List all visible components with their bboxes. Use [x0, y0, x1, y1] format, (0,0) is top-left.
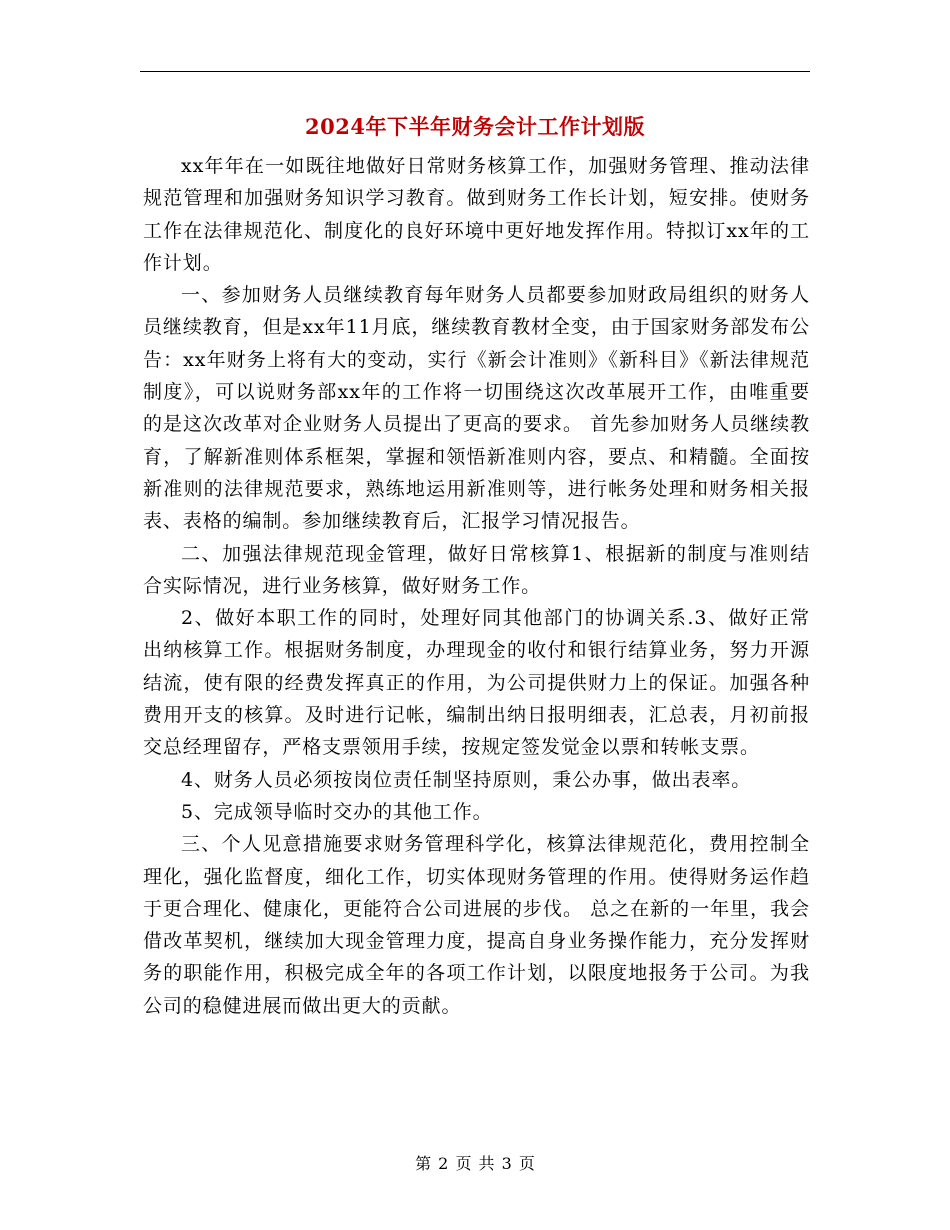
- header-rule: [140, 71, 810, 72]
- page-number: 第 2 页 共 3 页: [415, 1154, 535, 1173]
- document-body: [143, 150, 810, 1022]
- paragraph-item-2: 2、做好本职工作的同时，处理好同其他部门的协调关系.3、做好正常出纳核算工作。根据财务制度，办理现金的收付和银行结算业务，努力开源结流，使有限的经费发挥真正的作用，为公司提供财力上的保证。加强各种费用开支的核算。及时进行记帐，编制出纳日报明细表，汇总表，月初前报交总经理留存，严格支票领用手续，按规定签发觉金以票和转帐支票。: [143, 607, 810, 759]
- document-title: 2024年下半年财务会计工作计划版: [305, 114, 645, 139]
- paragraph-section-2: 二、加强法律规范现金管理，做好日常核算1、根据新的制度与准则结合实际情况，进行业务核算，做好财务工作。: [143, 542, 810, 597]
- paragraph-section-3: 三、个人见意措施要求财务管理科学化，核算法律规范化，费用控制全理化，强化监督度，细化工作，切实体现财务管理的作用。使得财务运作趋于更合理化、健康化，更能符合公司进展的步伐。 总之在新的一年里，我会借改革契机，继续加大现金管理力度，提高自身业务操作能力，充分发挥财务的职能作用，积极完成全年的各项工作计划，以限度地报务于公司。为我公司的稳健进展而做出更大的贡献。: [143, 833, 810, 1017]
- paragraph-item-4: 4、财务人员必须按岗位责任制坚持原则，秉公办事，做出表率。: [181, 768, 752, 791]
- paragraph-section-1: 一、参加财务人员继续教育每年财务人员都要参加财政局组织的财务人员继续教育，但是xx年11月底，继续教育教材全变，由于国家财务部发布公告：xx年财务上将有大的变动，实行《新会计准则》《新科目》《新法律规范制度》，可以说财务部xx年的工作将一切围绕这次改革展开工作，由唯重要的是这次改革对企业财务人员提出了更高的要求。 首先参加财务人员继续教育，了解新准则体系框架，掌握和领悟新准则内容，要点、和精髓。全面按新准则的法律规范要求，熟练地运用新准则等，进行帐务处理和财务相关报表、表格的编制。参加继续教育后，汇报学习情况报告。: [143, 284, 810, 533]
- paragraph-intro: xx年年在一如既往地做好日常财务核算工作，加强财务管理、推动法律规范管理和加强财务知识学习教育。做到财务工作长计划，短安排。使财务工作在法律规范化、制度化的良好环境中更好地发挥作用。特拟订xx年的工作计划。: [143, 155, 810, 274]
- paragraph-item-5: 5、完成领导临时交办的其他工作。: [181, 800, 493, 823]
